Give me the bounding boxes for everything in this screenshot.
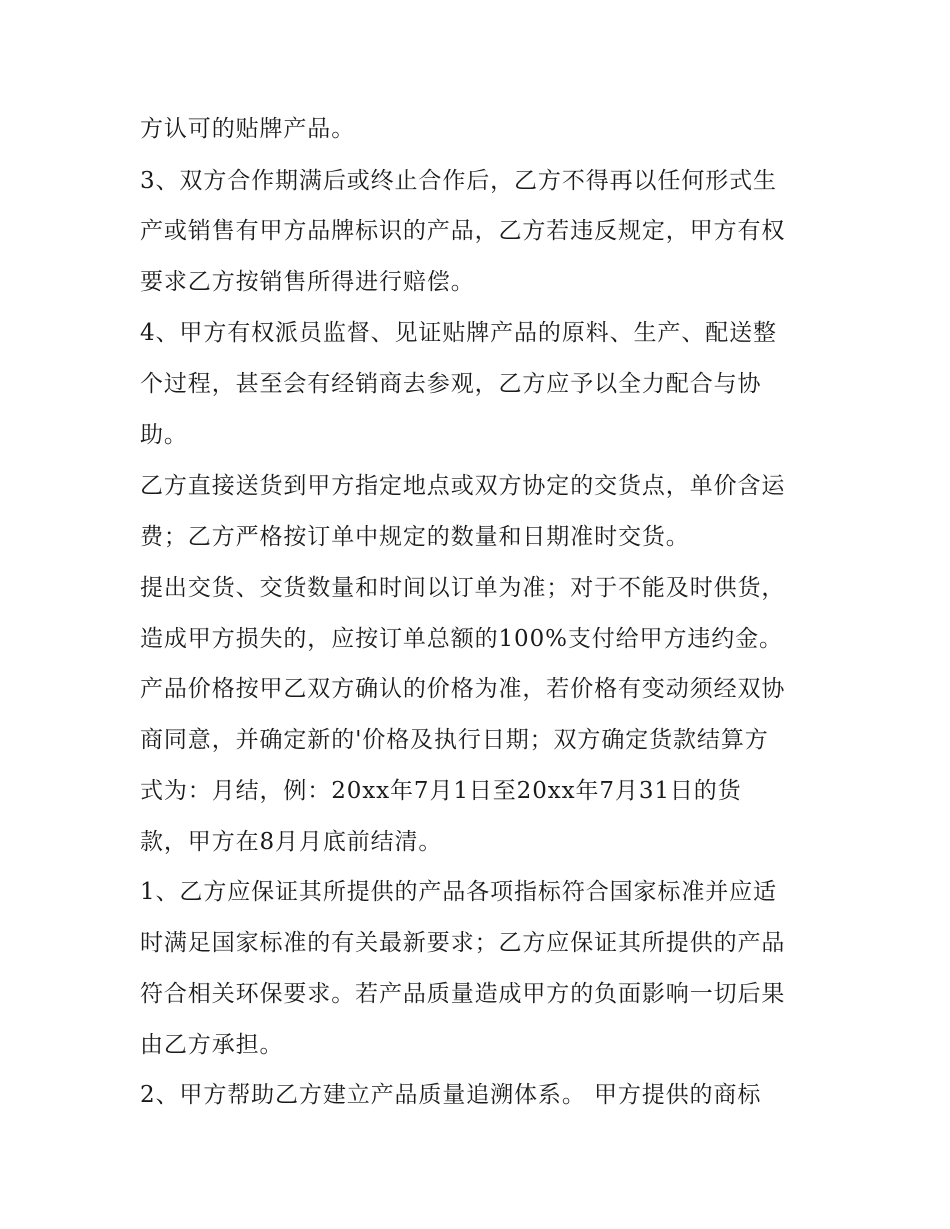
paragraph-line: 4、甲方有权派员监督、见证贴牌产品的原料、生产、配送整	[140, 320, 777, 346]
paragraph-line: 费；乙方严格按订单中规定的数量和日期准时交货。	[140, 524, 690, 550]
paragraph-line: 时满足国家标准的有关最新要求；乙方应保证其所提供的产品	[140, 930, 786, 956]
paragraph-line: 提出交货、交货数量和时间以订单为准；对于不能及时供货，	[140, 575, 786, 601]
paragraph-line: 产品价格按甲乙双方确认的价格为准，若价格有变动须经双协	[140, 676, 786, 702]
paragraph-line: 3、双方合作期满后或终止合作后，乙方不得再以任何形式生	[140, 168, 777, 194]
paragraph-line: 符合相关环保要求。若产品质量造成甲方的负面影响一切后果	[140, 981, 786, 1007]
paragraph-line: 商同意，并确定新的'价格及执行日期；双方确定货款结算方	[140, 727, 769, 753]
paragraph-line: 乙方直接送货到甲方指定地点或双方协定的交货点，单价含运	[140, 473, 786, 499]
paragraph-line: 由乙方承担。	[140, 1032, 284, 1058]
paragraph-line: 要求乙方按销售所得进行赔偿。	[140, 269, 475, 295]
paragraph-line: 造成甲方损失的，应按订单总额的100%支付给甲方违约金。	[140, 626, 783, 652]
paragraph-line: 1、乙方应保证其所提供的产品各项指标符合国家标准并应适	[140, 879, 777, 905]
paragraph-line: 个过程，甚至会有经销商去参观，乙方应予以全力配合与协	[140, 371, 762, 397]
paragraph-line: 款，甲方在8月月底前结清。	[140, 829, 443, 855]
paragraph-line: 产或销售有甲方品牌标识的产品，乙方若违反规定，甲方有权	[140, 218, 786, 244]
paragraph-line: 式为：月结，例：20xx年7月1日至20xx年7月31日的货	[140, 778, 742, 804]
paragraph-line: 方认可的贴牌产品。	[140, 116, 356, 142]
paragraph-line: 助。	[140, 422, 188, 448]
paragraph-line: 2、甲方帮助乙方建立产品质量追溯体系。 甲方提供的商标	[140, 1082, 762, 1108]
